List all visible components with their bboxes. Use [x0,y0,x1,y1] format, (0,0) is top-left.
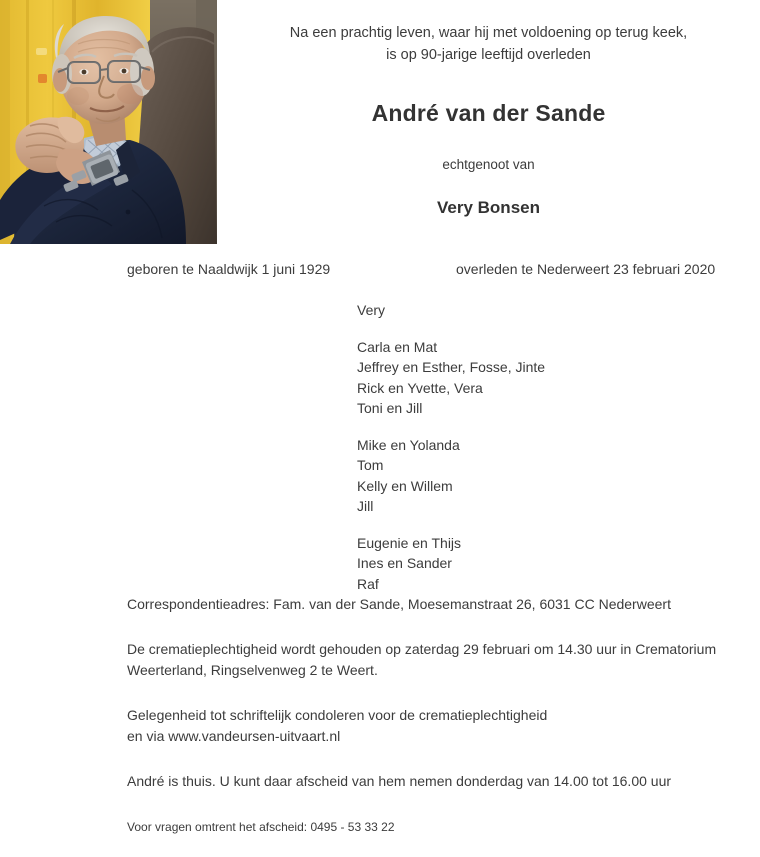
header-block [217,0,760,218]
intro-line-1: Na een prachtig leven, waar hij met voldoening op terug keek, [289,25,688,41]
spouse-name: Very Bonsen [437,198,540,217]
survivor-line: Kelly en Willem [357,477,453,494]
lifespan-row [0,261,760,281]
condolence-line-2: en via www.vandeursen-uitvaart.nl [127,728,341,744]
survivor-line: Eugenie en Thijs [357,534,462,551]
portrait-photo-illustration [0,0,217,244]
body-block [127,594,737,792]
ceremony-line-2: Weerterland, Ringselvenweg 2 te Weert. [127,662,378,678]
survivor-line: Very [357,302,386,318]
condolence-paragraph [127,705,737,747]
survivor-line: Carla en Mat [357,338,438,355]
footer-contact: Voor vragen omtrent het afscheid: 0495 - 53 33 22 [127,820,395,834]
survivors-list [357,300,697,594]
visiting-paragraph [127,771,737,792]
ceremony-paragraph [127,639,737,681]
correspondence-paragraph [127,594,737,615]
deceased-name: André van der Sande [371,100,606,126]
visiting-line: André is thuis. U kunt daar afscheid van hem nemen donderdag van 14.00 tot 16.00 uur [127,773,672,789]
correspondence-line: Correspondentieadres: Fam. van der Sande, Moesemanstraat 26, 6031 CC Nederweert [127,596,671,612]
survivors-group [357,337,697,419]
survivor-line: Jeffrey en Esther, Fosse, Jinte [357,359,546,375]
survivor-line: Rick en Yvette, Vera [357,379,483,396]
survivors-group [357,435,697,517]
portrait-photo [0,0,217,244]
survivor-line: Jill [357,498,374,514]
intro-line-2: is op 90-jarige leeftijd overleden [386,47,591,63]
survivor-line: Ines en Sander [357,555,452,571]
condolence-line-1: Gelegenheid tot schriftelijk condoleren voor de crematieplechtigheid [127,707,548,723]
birth-info: geboren te Naaldwijk 1 juni 1929 [127,261,331,277]
death-info: overleden te Nederweert 23 februari 2020 [456,261,716,277]
ceremony-line-1: De crematieplechtigheid wordt gehouden op zaterdag 29 februari om 14.30 uur in Crematorium [127,641,717,657]
survivors-group [357,533,697,595]
survivor-line: Tom [357,457,384,473]
survivor-line: Raf [357,575,379,592]
survivors-group [357,300,697,321]
spouse-label: echtgenoot van [442,157,535,172]
survivor-line: Mike en Yolanda [357,436,460,453]
survivor-line: Toni en Jill [357,400,423,416]
